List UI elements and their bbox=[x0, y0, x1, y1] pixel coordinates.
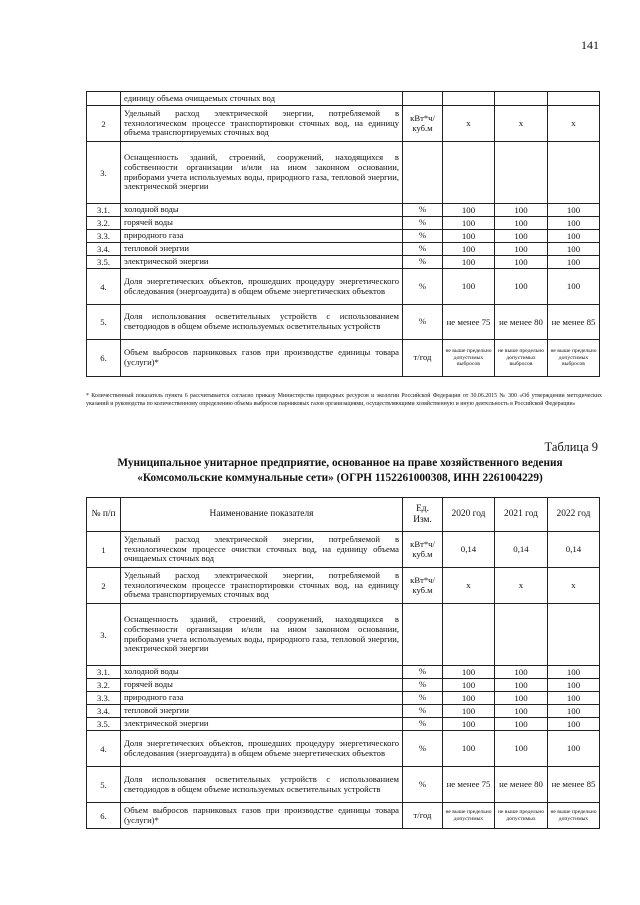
value-2020: не выше предельно допустимых bbox=[443, 803, 495, 829]
table-header-row bbox=[87, 498, 600, 532]
unit-cell: % bbox=[403, 666, 443, 679]
value-2020: 100 bbox=[443, 230, 495, 243]
value-2021: 100 bbox=[495, 204, 548, 217]
organization-title bbox=[80, 456, 600, 485]
unit-cell: % bbox=[403, 767, 443, 803]
footnote: * Количественный показатель пункта 6 рассчитывается согласно приказу Министерства природных ресурсов и экологии Российской Федерации от 30.06.2015 № 300 «Об утверждении методических указаний и руководства по количественному определению объема выбросов парниковых газов организациями, осуществляющими хозяйственную и иную деятельность в Российской Федерации» bbox=[86, 393, 602, 407]
value-2020: не выше предельно допустимых выбросов bbox=[443, 340, 495, 377]
value-2021: х bbox=[495, 568, 548, 604]
header-2020: 2020 год bbox=[443, 498, 495, 532]
unit-cell: % bbox=[403, 718, 443, 731]
table-row bbox=[87, 679, 600, 692]
row-number: 2 bbox=[87, 106, 121, 142]
row-number: 6. bbox=[87, 340, 121, 377]
indicator-name: Оснащенность зданий, строений, сооружений, находящихся в собственности организации и/или на ином законном основании, приборами учета используемых воды, природного газа, тепловой энергии, электрической энергии bbox=[121, 142, 403, 204]
indicator-name: горячей воды bbox=[121, 679, 403, 692]
value-2021: не менее 80 bbox=[495, 767, 548, 803]
value-2020: 100 bbox=[443, 269, 495, 305]
indicators-table-continued bbox=[86, 91, 600, 377]
value-2020: 100 bbox=[443, 256, 495, 269]
table-row bbox=[87, 731, 600, 767]
value-2022: 100 bbox=[548, 230, 600, 243]
row-number: 5. bbox=[87, 767, 121, 803]
unit-cell bbox=[403, 92, 443, 106]
indicator-name: холодной воды bbox=[121, 204, 403, 217]
row-number: 3.5. bbox=[87, 718, 121, 731]
indicator-name: горячей воды bbox=[121, 217, 403, 230]
value-2022: не выше предельно допустимых bbox=[548, 803, 600, 829]
value-2020: 100 bbox=[443, 217, 495, 230]
value-2021: 100 bbox=[495, 230, 548, 243]
value-2022: 100 bbox=[548, 718, 600, 731]
indicator-name: тепловой энергии bbox=[121, 243, 403, 256]
value-2022: 100 bbox=[548, 666, 600, 679]
value-2022: 100 bbox=[548, 217, 600, 230]
row-number: 3.3. bbox=[87, 692, 121, 705]
table-row bbox=[87, 92, 600, 106]
unit-cell: % bbox=[403, 269, 443, 305]
value-2021: 100 bbox=[495, 269, 548, 305]
unit-cell: % bbox=[403, 230, 443, 243]
unit-cell: т/год bbox=[403, 340, 443, 377]
row-number: 4. bbox=[87, 269, 121, 305]
value-2021: не выше предельно допустимых выбросов bbox=[495, 340, 548, 377]
value-2020: 0,14 bbox=[443, 532, 495, 568]
row-number: 3. bbox=[87, 142, 121, 204]
indicator-name: Оснащенность зданий, строений, сооружений, находящихся в собственности организации и/или на ином законном основании, приборами учета используемых воды, природного газа, тепловой энергии, электрической энергии bbox=[121, 604, 403, 666]
value-2020: 100 bbox=[443, 692, 495, 705]
row-number: 1 bbox=[87, 532, 121, 568]
row-number: 3.5. bbox=[87, 256, 121, 269]
value-cell bbox=[548, 92, 600, 106]
table-row bbox=[87, 767, 600, 803]
indicator-name: природного газа bbox=[121, 692, 403, 705]
value-2022: 100 bbox=[548, 679, 600, 692]
value-2022: не менее 85 bbox=[548, 767, 600, 803]
table-row bbox=[87, 666, 600, 679]
organization-title-line2: «Комсомольские коммунальные сети» (ОГРН 1152261000308, ИНН 2261004229) bbox=[137, 471, 543, 484]
value-2021: 100 bbox=[495, 731, 548, 767]
indicators-table bbox=[86, 497, 600, 829]
table-row bbox=[87, 604, 600, 666]
indicator-name: Доля использования осветительных устройств с использованием светодиодов в общем объеме используемых осветительных устройств bbox=[121, 767, 403, 803]
row-number: 3.2. bbox=[87, 679, 121, 692]
unit-cell: % bbox=[403, 692, 443, 705]
organization-title-line1: Муниципальное унитарное предприятие, основанное на праве хозяйственного ведения bbox=[117, 457, 563, 469]
value-2021: 100 bbox=[495, 718, 548, 731]
table-row bbox=[87, 142, 600, 204]
value-2021: не выше предельно допустимых bbox=[495, 803, 548, 829]
row-number: 4. bbox=[87, 731, 121, 767]
table-row bbox=[87, 269, 600, 305]
value-cell bbox=[548, 604, 600, 666]
unit-cell: % bbox=[403, 305, 443, 340]
table-row bbox=[87, 340, 600, 377]
table-row bbox=[87, 532, 600, 568]
value-2022: 100 bbox=[548, 256, 600, 269]
indicator-name: Доля энергетических объектов, прошедших процедуру энергетического обследования (энергоаудита) в общем объеме энергетических объектов bbox=[121, 731, 403, 767]
indicator-name: Удельный расход электрической энергии, потребляемой в технологическом процессе транспортировки сточных вод, на единицу объема транспортируемых сточных вод bbox=[121, 568, 403, 604]
row-number: 3.4. bbox=[87, 243, 121, 256]
unit-cell bbox=[403, 142, 443, 204]
header-indicator: Наименование показателя bbox=[121, 498, 403, 532]
header-2021: 2021 год bbox=[495, 498, 548, 532]
unit-cell: % bbox=[403, 217, 443, 230]
value-2020: 100 bbox=[443, 666, 495, 679]
indicator-name: единицу объема очищаемых сточных вод bbox=[121, 92, 403, 106]
value-2022: х bbox=[548, 106, 600, 142]
value-2020: не менее 75 bbox=[443, 767, 495, 803]
value-2020: х bbox=[443, 568, 495, 604]
table-row bbox=[87, 230, 600, 243]
table-row bbox=[87, 106, 600, 142]
value-2021: 100 bbox=[495, 692, 548, 705]
value-2022: не выше предельно допустимых выбросов bbox=[548, 340, 600, 377]
header-2022: 2022 год bbox=[548, 498, 600, 532]
row-number: 3.1. bbox=[87, 666, 121, 679]
value-2021: 0,14 bbox=[495, 532, 548, 568]
row-number: 6. bbox=[87, 803, 121, 829]
indicator-name: Доля энергетических объектов, прошедших процедуру энергетического обследования (энергоаудита) в общем объеме энергетических объектов bbox=[121, 269, 403, 305]
row-number: 3.2. bbox=[87, 217, 121, 230]
indicator-name: Объем выбросов парниковых газов при производстве единицы товара (услуги)* bbox=[121, 340, 403, 377]
value-2020: х bbox=[443, 106, 495, 142]
header-unit: Ед. Изм. bbox=[403, 498, 443, 532]
value-2020: 100 bbox=[443, 204, 495, 217]
indicator-name: электрической энергии bbox=[121, 256, 403, 269]
value-2020: 100 bbox=[443, 679, 495, 692]
unit-cell: % bbox=[403, 243, 443, 256]
indicator-name: электрической энергии bbox=[121, 718, 403, 731]
value-cell bbox=[443, 142, 495, 204]
value-2020: не менее 75 bbox=[443, 305, 495, 340]
value-2021: 100 bbox=[495, 705, 548, 718]
value-2021: 100 bbox=[495, 243, 548, 256]
unit-cell: % bbox=[403, 204, 443, 217]
value-2021: х bbox=[495, 106, 548, 142]
value-cell bbox=[443, 604, 495, 666]
indicator-name: природного газа bbox=[121, 230, 403, 243]
unit-cell: % bbox=[403, 705, 443, 718]
value-cell bbox=[495, 92, 548, 106]
unit-cell: кВт*ч/ куб.м bbox=[403, 106, 443, 142]
value-2020: 100 bbox=[443, 243, 495, 256]
indicator-name: Удельный расход электрической энергии, потребляемой в технологическом процессе очистки сточных вод, на единицу объема очищаемых сточных вод bbox=[121, 532, 403, 568]
value-2022: 100 bbox=[548, 692, 600, 705]
value-2022: 100 bbox=[548, 269, 600, 305]
row-number: 3.4. bbox=[87, 705, 121, 718]
unit-cell: кВт*ч/ куб.м bbox=[403, 568, 443, 604]
table-row bbox=[87, 243, 600, 256]
row-number: 5. bbox=[87, 305, 121, 340]
value-2022: 100 bbox=[548, 204, 600, 217]
table-row bbox=[87, 718, 600, 731]
row-number bbox=[87, 92, 121, 106]
table-row bbox=[87, 803, 600, 829]
row-number: 3.3. bbox=[87, 230, 121, 243]
table-row bbox=[87, 256, 600, 269]
value-2021: 100 bbox=[495, 679, 548, 692]
row-number: 3.1. bbox=[87, 204, 121, 217]
unit-cell: кВт*ч/ куб.м bbox=[403, 532, 443, 568]
table-row bbox=[87, 217, 600, 230]
indicator-name: Удельный расход электрической энергии, потребляемой в технологическом процессе транспортировки сточных вод, на единицу объема транспортируемых сточных вод bbox=[121, 106, 403, 142]
unit-cell: % bbox=[403, 679, 443, 692]
value-cell bbox=[443, 92, 495, 106]
value-2021: 100 bbox=[495, 666, 548, 679]
value-2021: 100 bbox=[495, 217, 548, 230]
row-number: 2 bbox=[87, 568, 121, 604]
value-2022: 100 bbox=[548, 705, 600, 718]
value-2022: 100 bbox=[548, 243, 600, 256]
table-row bbox=[87, 692, 600, 705]
row-number: 3. bbox=[87, 604, 121, 666]
header-number: № п/п bbox=[87, 498, 121, 532]
indicator-name: Доля использования осветительных устройств с использованием светодиодов в общем объеме используемых осветительных устройств bbox=[121, 305, 403, 340]
indicator-name: тепловой энергии bbox=[121, 705, 403, 718]
page-number: 141 bbox=[581, 38, 599, 52]
table-row bbox=[87, 204, 600, 217]
indicator-name: холодной воды bbox=[121, 666, 403, 679]
value-2022: не менее 85 bbox=[548, 305, 600, 340]
unit-cell: % bbox=[403, 731, 443, 767]
value-2022: х bbox=[548, 568, 600, 604]
value-2020: 100 bbox=[443, 731, 495, 767]
table-label: Таблица 9 bbox=[544, 440, 598, 454]
table-row bbox=[87, 305, 600, 340]
indicator-name: Объем выбросов парниковых газов при производстве единицы товара (услуги)* bbox=[121, 803, 403, 829]
unit-cell: % bbox=[403, 256, 443, 269]
table-row bbox=[87, 568, 600, 604]
value-2020: 100 bbox=[443, 718, 495, 731]
value-2021: 100 bbox=[495, 256, 548, 269]
value-cell bbox=[548, 142, 600, 204]
table-row bbox=[87, 705, 600, 718]
value-2020: 100 bbox=[443, 705, 495, 718]
value-2022: 100 bbox=[548, 731, 600, 767]
value-cell bbox=[495, 604, 548, 666]
value-cell bbox=[495, 142, 548, 204]
unit-cell: т/год bbox=[403, 803, 443, 829]
value-2022: 0,14 bbox=[548, 532, 600, 568]
value-2021: не менее 80 bbox=[495, 305, 548, 340]
unit-cell bbox=[403, 604, 443, 666]
